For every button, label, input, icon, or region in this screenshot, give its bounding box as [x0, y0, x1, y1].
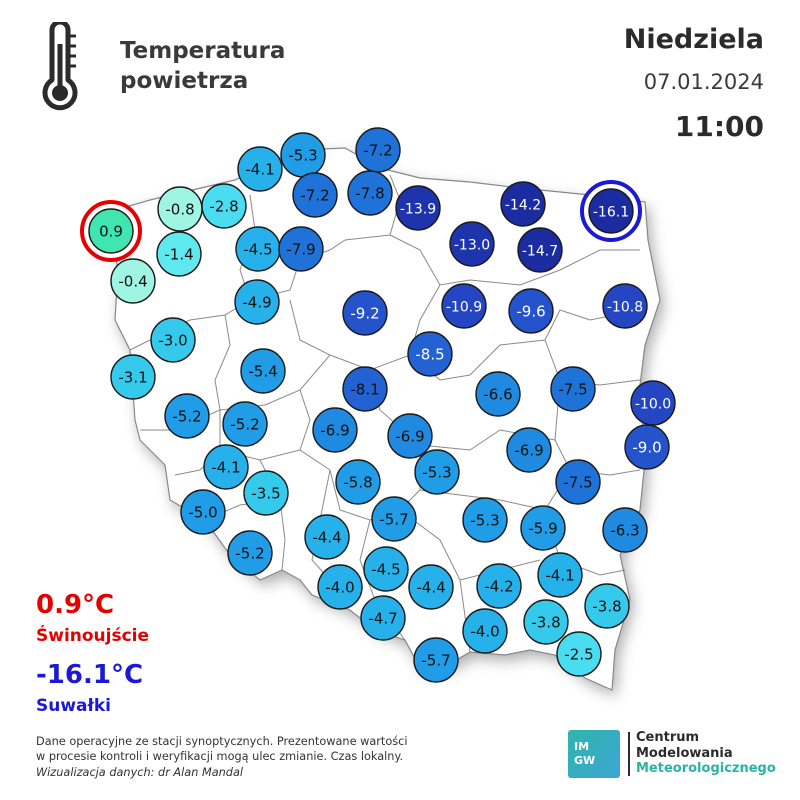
station-marker [313, 408, 357, 452]
station-temperature-label: -5.8 [343, 473, 373, 492]
station-temperature-label: -4.1 [545, 566, 575, 585]
station-marker [279, 227, 323, 271]
disclaimer-line-2: w procesie kontroli i weryfikacji mogą ulec zmianie. Czas lokalny. [36, 750, 404, 763]
station-temperature-label: -5.7 [421, 651, 451, 670]
station-temperature-label: -3.0 [158, 331, 188, 350]
station-marker [241, 349, 285, 393]
station-temperature-label: -3.8 [592, 597, 622, 616]
station-marker [228, 531, 272, 575]
logo-mark-bottom: GW [574, 754, 596, 767]
station-marker [585, 584, 629, 628]
station-temperature-label: -3.8 [531, 613, 561, 632]
station-marker [343, 367, 387, 411]
station-marker [372, 497, 416, 541]
station-marker [477, 564, 521, 608]
station-temperature-label: -9.6 [516, 302, 546, 321]
station-marker [507, 428, 551, 472]
station-temperature-label: -5.2 [230, 415, 260, 434]
station-marker [293, 173, 337, 217]
station-temperature-label: 0.9 [99, 222, 123, 241]
station-temperature-label: -5.3 [288, 146, 318, 165]
station-marker [415, 450, 459, 494]
station-temperature-label: -5.2 [235, 544, 265, 563]
imgw-logo-mark [568, 730, 620, 778]
station-marker [157, 232, 201, 276]
logo-separator [628, 732, 630, 776]
station-marker [476, 372, 520, 416]
station-temperature-label: -4.5 [243, 240, 273, 259]
station-temperature-label: -4.5 [371, 560, 401, 579]
station-temperature-label: -6.9 [320, 421, 350, 440]
station-marker [361, 596, 405, 640]
station-marker [509, 289, 553, 333]
station-temperature-label: -0.4 [118, 272, 148, 291]
station-temperature-label: -7.2 [300, 186, 330, 205]
max-temperature-station: Świnoujście [36, 626, 150, 646]
station-marker [202, 184, 246, 228]
station-temperature-label: -5.3 [422, 463, 452, 482]
station-temperature-label: -13.0 [453, 237, 491, 254]
station-marker [442, 284, 486, 328]
date-label: 07.01.2024 [643, 70, 764, 94]
station-marker [463, 498, 507, 542]
station-temperature-label: -4.9 [242, 293, 272, 312]
station-marker [151, 318, 195, 362]
station-temperature-label: -0.8 [165, 200, 195, 219]
station-temperature-label: -5.9 [528, 519, 558, 538]
station-marker [603, 508, 647, 552]
station-temperature-label: -5.7 [379, 510, 409, 529]
station-marker [204, 445, 248, 489]
imgw-logo [568, 730, 778, 780]
station-temperature-label: -7.5 [558, 380, 588, 399]
station-marker [551, 367, 595, 411]
station-temperature-label: -7.2 [363, 141, 393, 160]
station-temperature-label: -7.8 [355, 184, 385, 203]
station-temperature-label: -4.4 [416, 578, 446, 597]
station-temperature-label: -10.8 [606, 299, 644, 316]
station-temperature-label: -5.3 [470, 511, 500, 530]
station-temperature-label: -10.0 [634, 396, 672, 413]
station-marker [348, 171, 392, 215]
station-marker [521, 506, 565, 550]
station-temperature-label: -6.6 [483, 385, 513, 404]
station-temperature-label: -3.5 [251, 484, 281, 503]
station-marker [603, 284, 647, 328]
station-temperature-label: -16.1 [592, 204, 630, 221]
station-marker [223, 402, 267, 446]
station-marker [625, 425, 669, 469]
station-temperature-label: -4.2 [484, 577, 514, 596]
station-marker [388, 414, 432, 458]
data-disclaimer [36, 734, 486, 764]
station-temperature-label: -6.9 [514, 441, 544, 460]
station-marker [408, 332, 452, 376]
station-temperature-label: -4.7 [368, 609, 398, 628]
station-temperature-label: -4.0 [470, 622, 500, 641]
station-marker [463, 609, 507, 653]
station-marker [356, 128, 400, 172]
station-marker [238, 147, 282, 191]
station-marker [318, 565, 362, 609]
station-marker [82, 202, 140, 260]
logo-line-3: Meteorologicznego [636, 761, 776, 776]
station-marker [524, 600, 568, 644]
station-temperature-label: -5.0 [188, 503, 218, 522]
station-marker [165, 394, 209, 438]
station-temperature-label: -9.2 [350, 304, 380, 323]
station-temperature-label: -7.5 [563, 473, 593, 492]
station-marker [556, 460, 600, 504]
min-temperature-station: Suwałki [36, 696, 111, 716]
station-temperature-label: -6.9 [395, 427, 425, 446]
logo-line-1: Centrum [636, 730, 700, 745]
station-marker [158, 187, 202, 231]
time-label: 11:00 [674, 110, 764, 143]
title-line-2: powietrza [120, 68, 249, 94]
station-marker [557, 632, 601, 676]
station-temperature-label: -4.1 [211, 458, 241, 477]
station-temperature-label: -14.7 [521, 243, 559, 260]
station-marker [244, 471, 288, 515]
visualization-credit: Wizualizacja danych: dr Alan Mandal [36, 766, 244, 779]
station-temperature-label: -2.5 [564, 645, 594, 664]
title-line-1: Temperatura [120, 38, 286, 64]
station-marker [396, 186, 440, 230]
station-temperature-label: -14.2 [504, 197, 542, 214]
logo-text [636, 730, 776, 777]
station-temperature-label: -5.2 [172, 407, 202, 426]
logo-line-2: Modelowania [636, 745, 733, 761]
station-marker [236, 227, 280, 271]
station-marker [414, 638, 458, 682]
station-marker [281, 133, 325, 177]
max-temperature-value: 0.9°C [36, 590, 115, 620]
station-temperature-label: -4.0 [325, 578, 355, 597]
min-temperature-value: -16.1°C [36, 660, 144, 690]
station-temperature-label: -10.9 [445, 299, 483, 316]
disclaimer-line-1: Dane operacyjne ze stacji synoptycznych. Prezentowane wartości [36, 735, 408, 748]
station-marker [343, 291, 387, 335]
station-marker [235, 280, 279, 324]
station-marker [111, 259, 155, 303]
station-marker [450, 222, 494, 266]
station-marker [501, 182, 545, 226]
station-temperature-label: -4.1 [245, 160, 275, 179]
station-temperature-label: -3.1 [118, 368, 148, 387]
station-marker [518, 228, 562, 272]
weekday-label: Niedziela [623, 24, 764, 55]
station-temperature-label: -1.4 [164, 245, 194, 264]
station-marker [336, 460, 380, 504]
station-marker [582, 182, 640, 240]
station-temperature-label: -6.3 [610, 521, 640, 540]
station-temperature-label: -8.5 [415, 345, 445, 364]
station-marker [538, 553, 582, 597]
station-temperature-label: -9.0 [632, 438, 662, 457]
logo-mark-top: IM [574, 740, 590, 753]
station-temperature-label: -5.4 [248, 362, 278, 381]
station-marker [631, 381, 675, 425]
station-marker [364, 547, 408, 591]
station-marker [111, 355, 155, 399]
station-marker [181, 490, 225, 534]
station-temperature-label: -8.1 [350, 380, 380, 399]
station-temperature-label: -2.8 [209, 197, 239, 216]
station-markers [82, 128, 675, 682]
station-marker [305, 515, 349, 559]
station-temperature-label: -13.9 [399, 201, 437, 218]
station-temperature-label: -7.9 [286, 240, 316, 259]
station-temperature-label: -4.4 [312, 528, 342, 547]
station-marker [409, 565, 453, 609]
